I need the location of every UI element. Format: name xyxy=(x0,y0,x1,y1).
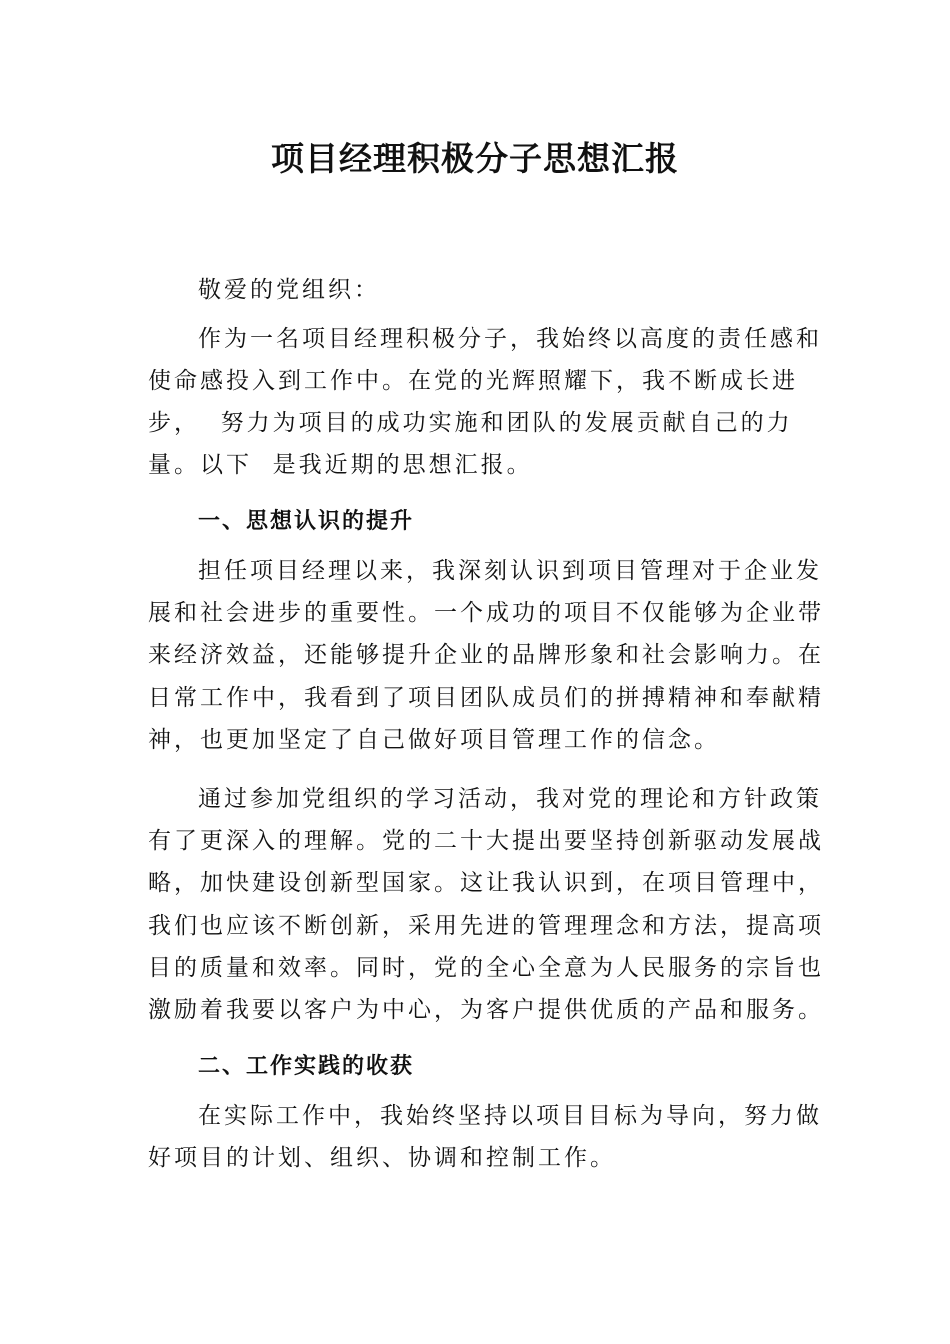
paragraph-line: 略，加快建设创新型国家。这让我认识到，在项目管理中， xyxy=(148,870,824,896)
document-title: 项目经理积极分子思想汇报 xyxy=(271,139,679,178)
paragraph-line: 来经济效益，还能够提升企业的品牌形象和社会影响力。在 xyxy=(148,642,824,668)
paragraph-line: 通过参加党组织的学习活动，我对党的理论和方针政策 xyxy=(198,786,822,812)
intro-line: 量。以下 是我近期的思想汇报。 xyxy=(148,452,533,478)
section-heading-2: 二、工作实践的收获 xyxy=(198,1054,415,1079)
paragraph-line: 目的质量和效率。同时，党的全心全意为人民服务的宗旨也 xyxy=(148,955,824,981)
paragraph-line: 展和社会进步的重要性。一个成功的项目不仅能够为企业带 xyxy=(148,600,824,626)
paragraph-line: 日常工作中，我看到了项目团队成员们的拼搏精神和奉献精 xyxy=(148,685,824,711)
paragraph-line: 我们也应该不断创新，采用先进的管理理念和方法，提高项 xyxy=(148,913,824,939)
intro-line: 作为一名项目经理积极分子，我始终以高度的责任感和 xyxy=(198,326,822,352)
section-heading-1: 一、思想认识的提升 xyxy=(198,509,415,534)
paragraph-line: 好项目的计划、组织、协调和控制工作。 xyxy=(148,1145,616,1171)
paragraph-line: 担任项目经理以来，我深刻认识到项目管理对于企业发 xyxy=(198,558,822,584)
intro-line: 使命感投入到工作中。在党的光辉照耀下，我不断成长进 xyxy=(148,368,798,394)
paragraph-line: 在实际工作中，我始终坚持以项目目标为导向，努力做 xyxy=(198,1103,822,1129)
salutation: 敬爱的党组织： xyxy=(198,277,380,303)
paragraph-line: 有了更深入的理解。党的二十大提出要坚持创新驱动发展战 xyxy=(148,828,824,854)
paragraph-line: 激励着我要以客户为中心，为客户提供优质的产品和服务。 xyxy=(148,997,824,1023)
intro-line: 步， 努力为项目的成功实施和团队的发展贡献自己的力 xyxy=(148,410,793,436)
paragraph-line: 神，也更加坚定了自己做好项目管理工作的信念。 xyxy=(148,727,720,753)
